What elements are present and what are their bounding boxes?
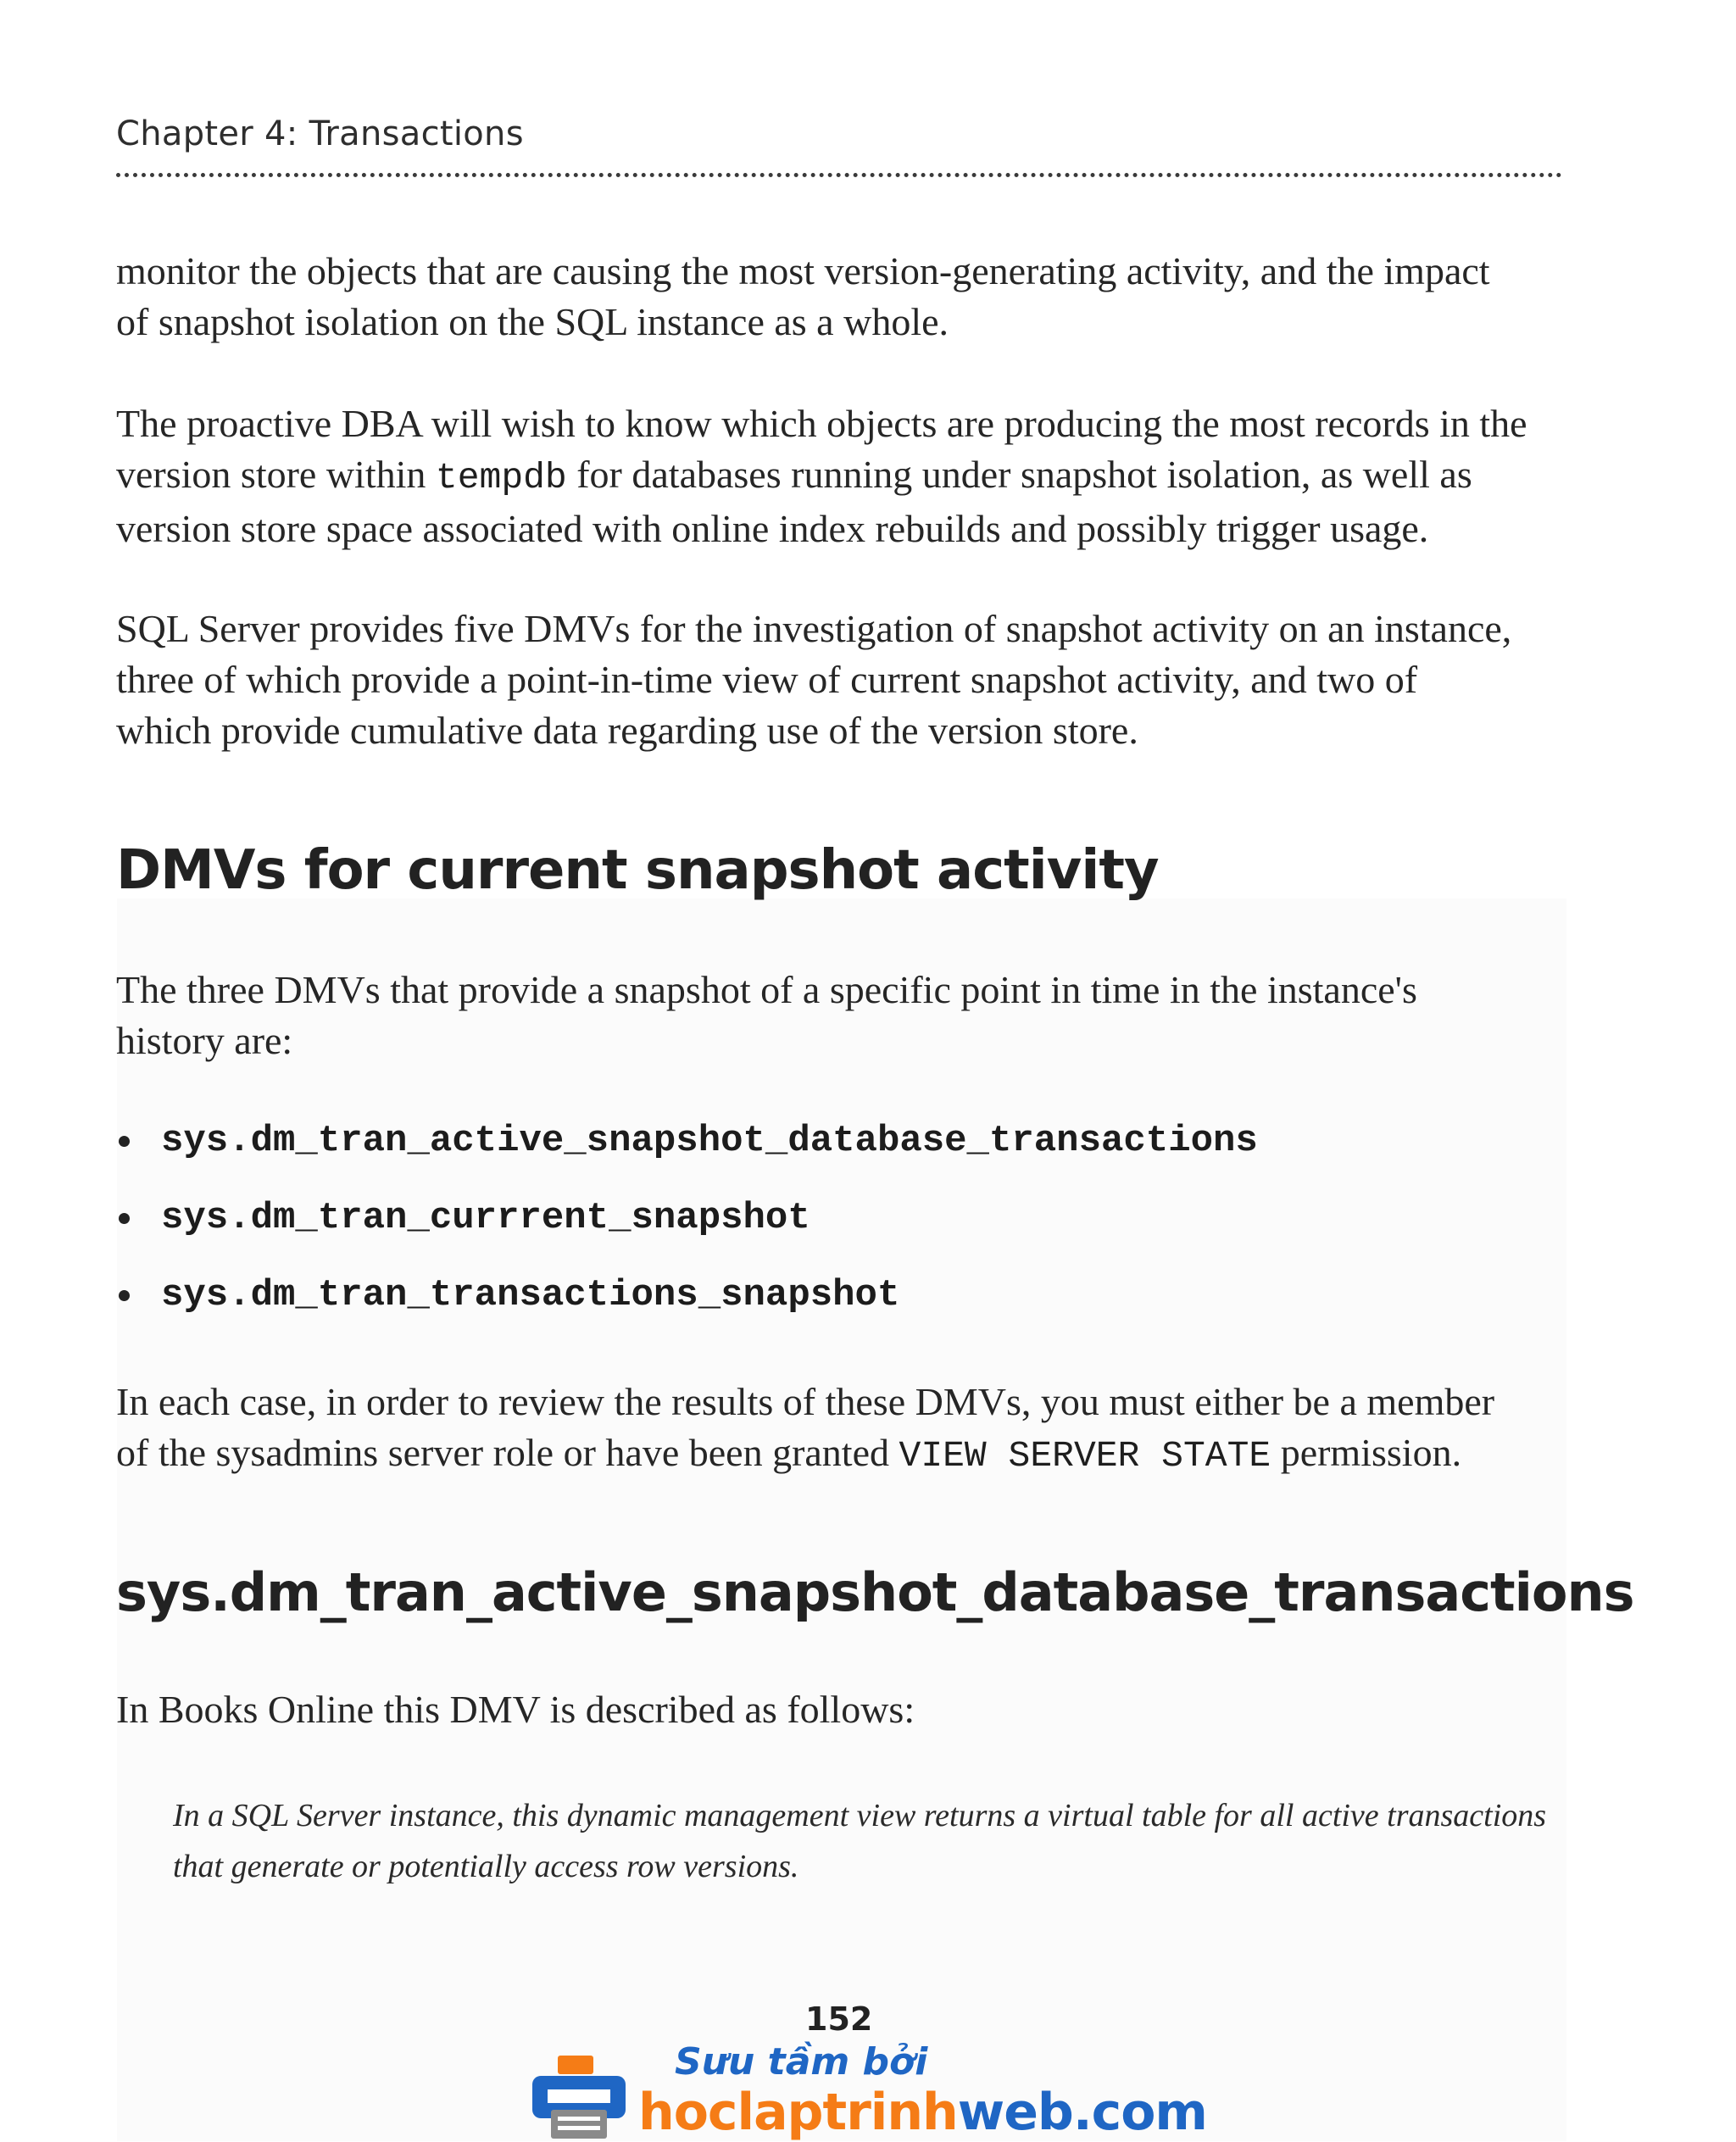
page-number: 152 bbox=[805, 2000, 873, 2038]
watermark-site-blue: web.com bbox=[957, 2083, 1207, 2142]
watermark-site-name bbox=[638, 2083, 1207, 2142]
text-fragment: of the sysadmins server role or have been granted bbox=[116, 1431, 899, 1474]
running-header: Chapter 4: Transactions bbox=[116, 114, 524, 153]
paragraph-five-dmvs bbox=[116, 604, 1574, 756]
paragraph-line: In Books Online this DMV is described as follows: bbox=[116, 1688, 915, 1731]
page-background-tint bbox=[117, 899, 1566, 2141]
paragraph-line: of snapshot isolation on the SQL instance as a whole. bbox=[116, 300, 949, 343]
paragraph-three-dmvs bbox=[116, 965, 1574, 1066]
bullet-dot-icon bbox=[119, 1290, 130, 1301]
bullet-text: sys.dm_tran_transactions_snapshot bbox=[161, 1274, 900, 1316]
text-fragment: version store within bbox=[116, 453, 436, 496]
paragraph-line: The three DMVs that provide a snapshot of a specific point in time in the instance's bbox=[116, 968, 1417, 1011]
quote-line: In a SQL Server instance, this dynamic management view returns a virtual table for all active transactions bbox=[173, 1798, 1547, 1833]
paragraph-books-online bbox=[116, 1684, 1574, 1735]
paragraph-line: history are: bbox=[116, 1019, 293, 1062]
books-online-quote bbox=[173, 1790, 1572, 1892]
paragraph-line bbox=[116, 1427, 1574, 1482]
paragraph-permissions bbox=[116, 1377, 1574, 1482]
paragraph-line: The proactive DBA will wish to know which objects are producing the most records in the bbox=[116, 402, 1527, 445]
watermark bbox=[532, 2039, 1227, 2141]
watermark-site-orange: hoclaptrinh bbox=[638, 2083, 958, 2142]
paragraph-line: monitor the objects that are causing the most version-generating activity, and the impact bbox=[116, 249, 1490, 292]
inline-code-view-server-state: VIEW SERVER STATE bbox=[899, 1435, 1271, 1477]
section-heading: DMVs for current snapshot activity bbox=[116, 839, 1159, 902]
printer-logo-icon bbox=[532, 2056, 626, 2140]
inline-code-tempdb: tempdb bbox=[435, 457, 567, 498]
text-fragment: for databases running under snapshot isolation, as well as bbox=[566, 453, 1472, 496]
bullet-text: sys.dm_tran_currrent_snapshot bbox=[161, 1197, 810, 1239]
text-fragment: permission. bbox=[1271, 1431, 1462, 1474]
watermark-tagline: Sưu tầm bởi bbox=[675, 2040, 928, 2084]
bullet-dot-icon bbox=[119, 1213, 130, 1224]
paragraph-line: In each case, in order to review the results of these DMVs, you must either be a member bbox=[116, 1380, 1495, 1423]
bullet-text: sys.dm_tran_active_snapshot_database_transactions bbox=[161, 1120, 1258, 1162]
paragraph-line: SQL Server provides five DMVs for the investigation of snapshot activity on an instance, bbox=[116, 607, 1512, 650]
paragraph-line: version store space associated with online index rebuilds and possibly trigger usage. bbox=[116, 507, 1429, 550]
bullet-dot-icon bbox=[119, 1136, 130, 1147]
paragraph-line: three of which provide a point-in-time view of current snapshot activity, and two of bbox=[116, 658, 1418, 701]
paragraph-line: which provide cumulative data regarding use of the version store. bbox=[116, 709, 1138, 752]
paragraph-line bbox=[116, 449, 1574, 504]
paragraph-intro bbox=[116, 246, 1574, 348]
header-dotted-rule bbox=[116, 173, 1562, 177]
paragraph-proactive-dba bbox=[116, 398, 1574, 554]
subsection-heading: sys.dm_tran_active_snapshot_database_transactions bbox=[116, 1561, 1634, 1623]
quote-line: that generate or potentially access row versions. bbox=[173, 1849, 799, 1884]
